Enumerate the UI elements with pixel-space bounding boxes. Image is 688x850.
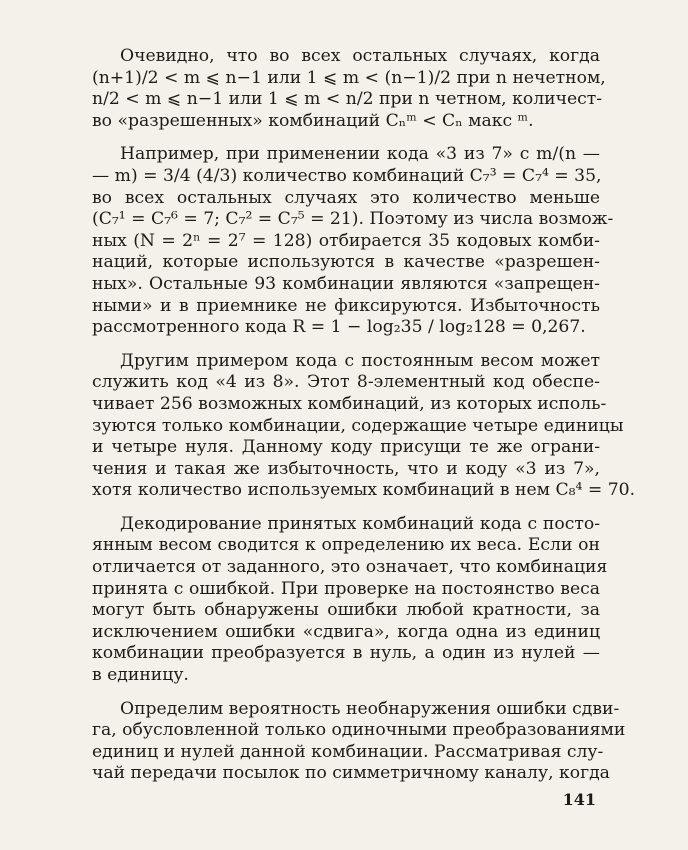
paragraph-3 xyxy=(92,350,636,502)
text-line: Другим примером кода с постоянным весом может xyxy=(120,350,600,371)
text-line: и четыре нуля. Данному коду присущи те же ограни- xyxy=(92,437,600,458)
text-line: единиц и нулей данной комбинации. Рассматривая слу- xyxy=(92,741,604,762)
text-line: чения и такая же избыточность, что и коду «3 из 7», xyxy=(92,458,600,479)
text-line: во «разрешенных» комбинаций Cₙᵐ < Cₙ макс ᵐ. xyxy=(92,110,534,131)
text-line: во всех остальных случаях это количество меньше xyxy=(92,187,600,208)
paragraph-5 xyxy=(92,698,626,785)
paragraph-2 xyxy=(92,144,614,338)
text-line: ных (N = 2ⁿ = 2⁷ = 128) отбирается 35 кодовых комби- xyxy=(92,230,600,251)
text-line: наций, которые используются в качестве «разрешен- xyxy=(92,252,600,273)
text-line: Например, при применении кода «3 из 7» с m/(n — xyxy=(120,144,600,165)
text-line: рассмотренного кода R = 1 − log₂35 / log₂128 = 0,267. xyxy=(92,317,586,338)
text-line: (n+1)/2 < m ⩽ n−1 или 1 ⩽ m < (n−1)/2 при n нечетном, xyxy=(92,67,606,88)
text-line: n/2 < m ⩽ n−1 или 1 ⩽ m < n/2 при n четном, количест- xyxy=(92,89,603,110)
text-line: (C₇¹ = C₇⁶ = 7; C₇² = C₇⁵ = 21). Поэтому из числа возмож- xyxy=(92,209,614,230)
text-line: — m) = 3/4 (4/3) количество комбинаций C₇³ = C₇⁴ = 35, xyxy=(92,165,602,186)
text-line: ных». Остальные 93 комбинации являются «запрещен- xyxy=(92,273,600,294)
text-line: чай передачи посылок по симметричному каналу, когда xyxy=(92,763,610,784)
paragraph-1 xyxy=(92,46,606,132)
text-line: Декодирование принятых комбинаций кода с посто- xyxy=(120,513,600,534)
text-line: хотя количество используемых комбинаций в нем C₈⁴ = 70. xyxy=(92,480,636,501)
text-line: могут быть обнаружены ошибки любой кратности, за xyxy=(92,600,600,621)
text-line: в единицу. xyxy=(92,665,189,686)
text-line: зуются только комбинации, содержащие четыре единицы xyxy=(92,415,624,436)
text-line: чивает 256 возможных комбинаций, из которых исполь- xyxy=(92,393,607,414)
text-line: принята с ошибкой. При проверке на постоянство веса xyxy=(92,578,600,599)
text-line: исключением ошибки «сдвига», когда одна из единиц xyxy=(92,621,600,642)
text-line: ными» и в приемнике не фиксируются. Избыточность xyxy=(92,295,600,316)
text-line: Очевидно, что во всех остальных случаях, когда xyxy=(120,46,600,66)
text-line: комбинации преобразуется в нуль, а один из нулей — xyxy=(92,643,600,664)
text-line: Определим вероятность необнаружения ошибки сдви- xyxy=(120,698,620,719)
text-line: служить код «4 из 8». Этот 8-элементный код обеспе- xyxy=(92,372,600,393)
text-line: отличается от заданного, это означает, что комбинация xyxy=(92,557,608,578)
page-number: 141 xyxy=(562,790,596,809)
paragraph-4 xyxy=(92,513,608,687)
text-line: га, обусловленной только одиночными преобразованиями xyxy=(92,720,626,741)
text-line: янным весом сводится к определению их веса. Если он xyxy=(92,535,600,556)
